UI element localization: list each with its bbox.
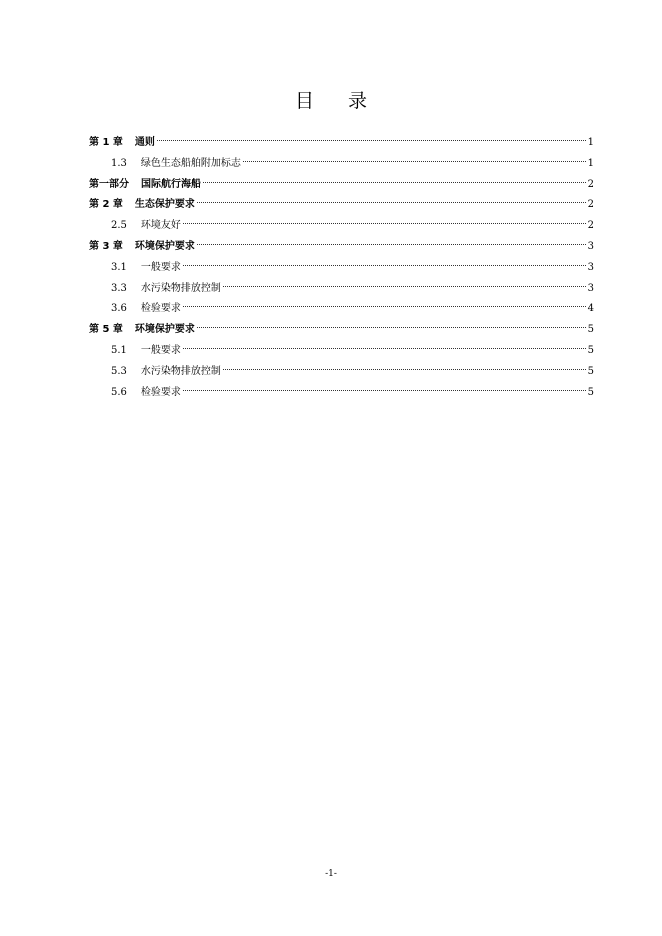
- toc-entry-number: 3.1: [111, 261, 127, 273]
- toc-entry-number: 第 5 章: [89, 324, 123, 336]
- toc-entry-label: [111, 216, 181, 237]
- dot-leader: [223, 286, 586, 287]
- toc-entry[interactable]: [89, 195, 594, 216]
- dot-leader: [223, 369, 586, 370]
- toc-entry-page: 3: [587, 282, 594, 294]
- toc-entry-page: 2: [587, 178, 594, 190]
- toc-entry-label: [89, 195, 195, 216]
- toc-entry-label: [111, 154, 241, 175]
- toc-entry[interactable]: [89, 341, 594, 362]
- toc-entry-title: 一般要求: [140, 344, 181, 356]
- toc-entry-title: 生态保护要求: [134, 199, 195, 211]
- toc-entry-label: [89, 320, 195, 341]
- dot-leader: [183, 348, 586, 349]
- toc-entry-page: 4: [587, 303, 594, 315]
- toc-entry[interactable]: [89, 154, 594, 175]
- toc-entry-page: 1: [587, 157, 594, 169]
- toc-entry-page: 2: [587, 220, 594, 232]
- dot-leader: [203, 182, 586, 183]
- toc-entry-number: 3.3: [111, 282, 127, 294]
- toc-entry[interactable]: [89, 320, 594, 341]
- toc-entry-page: 2: [587, 199, 594, 211]
- toc-entry-label: [111, 341, 181, 362]
- toc-entry-label: [111, 383, 181, 404]
- toc-entry[interactable]: [89, 299, 594, 320]
- toc-entry[interactable]: [89, 216, 594, 237]
- toc-entry-number: 1.3: [111, 157, 127, 169]
- toc-entry-number: 第 3 章: [89, 240, 123, 252]
- toc-entry[interactable]: [89, 175, 594, 196]
- toc-entry-title: 环境保护要求: [134, 324, 195, 336]
- toc-entry-page: 3: [587, 240, 594, 252]
- toc-entry-number: 5.6: [111, 386, 127, 398]
- toc-entry-page: 3: [587, 261, 594, 273]
- toc-entry-title: 国际航行海船: [141, 178, 201, 190]
- dot-leader: [157, 140, 586, 141]
- dot-leader: [183, 306, 586, 307]
- dot-leader: [197, 202, 586, 203]
- toc-entry[interactable]: [89, 133, 594, 154]
- toc-entry-page: 5: [587, 365, 594, 377]
- toc-entry[interactable]: [89, 383, 594, 404]
- dot-leader: [197, 244, 586, 245]
- toc-entry-label: [111, 299, 181, 320]
- dot-leader: [243, 161, 586, 162]
- toc-entry-page: 1: [587, 137, 594, 148]
- page-title: 目 录: [294, 90, 382, 112]
- toc-entry-title: 水污染物排放控制: [140, 365, 221, 377]
- toc-entry-number: 第 1 章: [89, 137, 123, 148]
- dot-leader: [197, 327, 586, 328]
- toc-entry-label: [89, 133, 155, 154]
- toc-entry-title: 一般要求: [140, 261, 181, 273]
- toc-entry-label: [111, 362, 221, 383]
- toc-entry-page: 5: [587, 344, 594, 356]
- toc-entry-label: [89, 175, 201, 196]
- toc-entry-label: [111, 258, 181, 279]
- toc-entry-label: [89, 237, 195, 258]
- dot-leader: [183, 390, 586, 391]
- toc-entry-number: 3.6: [111, 303, 127, 315]
- page-number-footer: -1-: [325, 869, 337, 879]
- toc-entry-number: 第一部分: [89, 178, 129, 190]
- toc-entry[interactable]: [89, 237, 594, 258]
- toc-entry[interactable]: [89, 258, 594, 279]
- toc-entry[interactable]: [89, 362, 594, 383]
- toc-entry-title: 检验要求: [140, 303, 181, 315]
- toc-entry-title: 通则: [134, 137, 155, 148]
- toc-entry-title: 绿色生态船舶附加标志: [140, 157, 241, 169]
- dot-leader: [183, 265, 586, 266]
- toc-entry-label: [111, 279, 221, 300]
- toc-entry-number: 2.5: [111, 220, 127, 232]
- toc-entry-page: 5: [587, 386, 594, 398]
- toc-entry-title: 水污染物排放控制: [140, 282, 221, 294]
- toc-entry-number: 第 2 章: [89, 199, 123, 211]
- toc-entry-title: 环境保护要求: [134, 240, 195, 252]
- toc-entry-title: 环境友好: [140, 220, 181, 232]
- toc-entry[interactable]: [89, 279, 594, 300]
- toc-entry-title: 检验要求: [140, 386, 181, 398]
- dot-leader: [183, 223, 586, 224]
- toc-entry-number: 5.3: [111, 365, 127, 377]
- toc-entry-number: 5.1: [111, 344, 127, 356]
- toc-entry-page: 5: [587, 324, 594, 336]
- table-of-contents: [89, 133, 594, 403]
